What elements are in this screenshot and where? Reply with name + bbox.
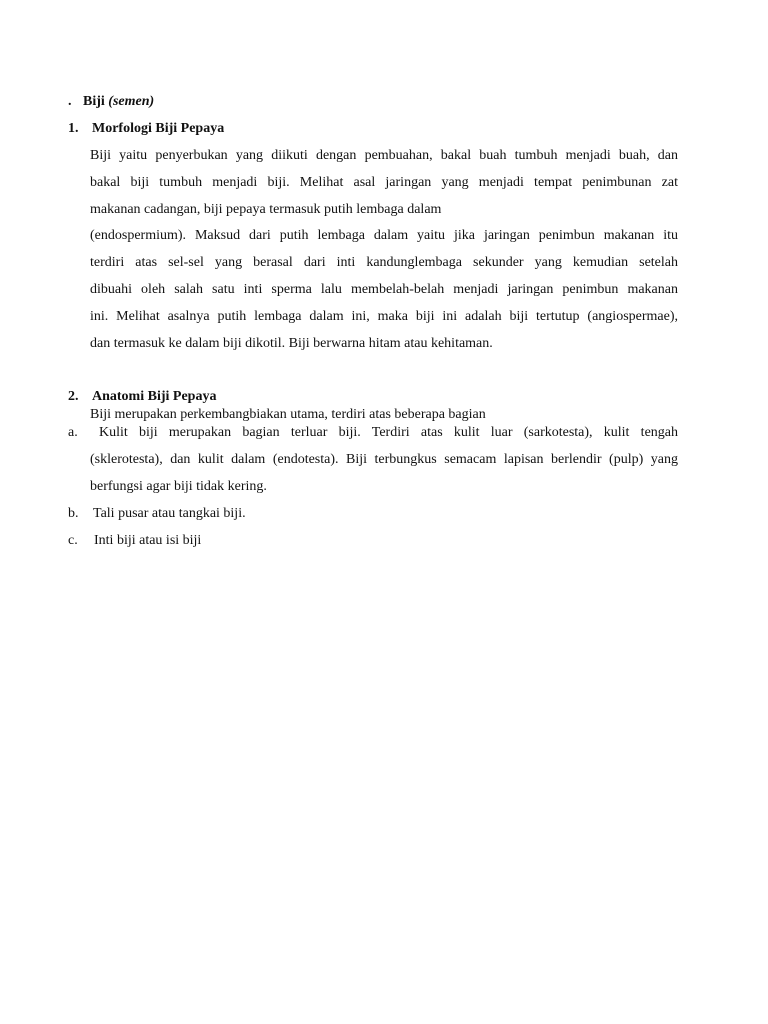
section-1-line: dibuahi oleh salah satu inti sperma lalu membelah-belah menjadi jaringan penimbun makanan — [90, 282, 678, 297]
section-1-line: (endospermium). Maksud dari putih lembaga dalam yaitu jika jaringan penimbun makanan itu — [90, 228, 678, 243]
section-1-line: makanan cadangan, biji pepaya termasuk putih lembaga dalam — [90, 202, 442, 217]
list-item-a-line: berfungsi agar biji tidak kering. — [90, 479, 267, 494]
section-2-title: Anatomi Biji Pepaya — [92, 389, 217, 404]
document-heading — [83, 94, 154, 110]
section-1-line: terdiri atas sel-sel yang berasal dari inti kandunglembaga sekunder yang kemudian setelah — [90, 255, 678, 270]
section-1-line: bakal biji tumbuh menjadi biji. Melihat asal jaringan yang menjadi tempat penimbunan zat — [90, 175, 678, 190]
list-item-a-marker: a. — [68, 425, 78, 440]
list-item-c-text: Inti biji atau isi biji — [94, 533, 202, 548]
section-1-line: dan termasuk ke dalam biji dikotil. Biji berwarna hitam atau kehitaman. — [90, 336, 493, 351]
section-2-number: 2. — [68, 389, 79, 404]
list-item-b-text: Tali pusar atau tangkai biji. — [93, 506, 246, 521]
section-1-title: Morfologi Biji Pepaya — [92, 121, 225, 136]
section-1-line: ini. Melihat asalnya putih lembaga dalam ini, maka biji ini adalah biji tertutup (angiospermae), — [90, 309, 678, 324]
section-2-intro: Biji merupakan perkembangbiakan utama, terdiri atas beberapa bagian — [90, 407, 486, 422]
section-1-line: Biji yaitu penyerbukan yang diikuti dengan pembuahan, bakal buah tumbuh menjadi buah, dan — [90, 148, 678, 163]
section-1-number: 1. — [68, 121, 79, 136]
list-item-a-line: Kulit biji merupakan bagian terluar biji. Terdiri atas kulit luar (sarkotesta), kulit tengah — [99, 425, 678, 440]
heading-bullet: . — [68, 94, 72, 109]
list-item-b-marker: b. — [68, 506, 79, 521]
list-item-a-line: (sklerotesta), dan kulit dalam (endotesta). Biji terbungkus semacam lapisan berlendir (pulp) yang — [90, 452, 678, 467]
list-item-c-marker: c. — [68, 533, 78, 548]
heading-subtitle: (semen) — [108, 94, 155, 109]
heading-title: Biji — [83, 94, 105, 109]
